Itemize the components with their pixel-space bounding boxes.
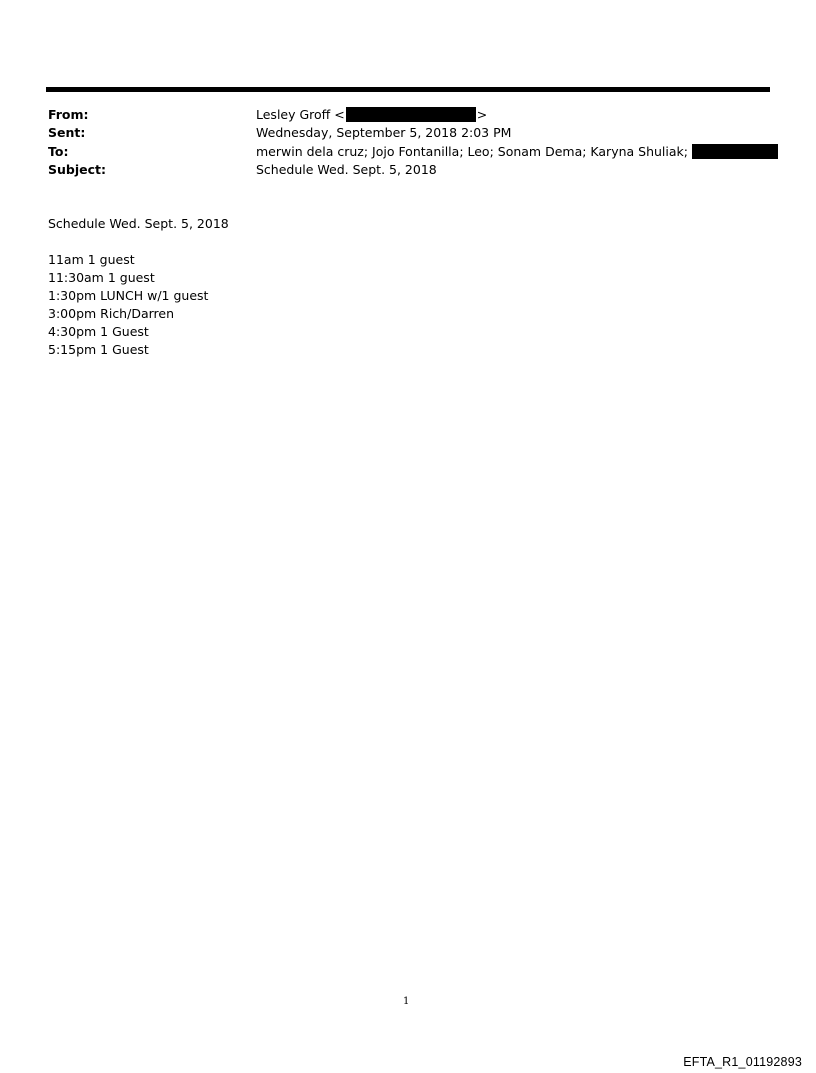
body-title: Schedule Wed. Sept. 5, 2018 xyxy=(48,216,229,231)
to-recipients: merwin dela cruz; Jojo Fontanilla; Leo; Sonam Dema; Karyna Shuliak; xyxy=(256,144,688,159)
header-from-row xyxy=(48,106,768,124)
bates-number: EFTA_R1_01192893 xyxy=(683,1055,802,1069)
sent-label: Sent: xyxy=(48,125,86,140)
to-value xyxy=(256,143,778,161)
header-sent-row xyxy=(48,124,768,142)
to-label: To: xyxy=(48,144,69,159)
from-label: From: xyxy=(48,107,89,122)
schedule-item: 3:00pm Rich/Darren xyxy=(48,306,175,321)
schedule-item: 5:15pm 1 Guest xyxy=(48,342,149,357)
redaction-block xyxy=(346,107,476,122)
page-number: 1 xyxy=(403,996,410,1007)
redaction-block xyxy=(692,144,778,159)
subject-value: Schedule Wed. Sept. 5, 2018 xyxy=(256,162,437,177)
subject-label: Subject: xyxy=(48,162,106,177)
from-close: > xyxy=(476,107,488,122)
schedule-item: 11:30am 1 guest xyxy=(48,270,155,285)
header-divider xyxy=(46,87,770,92)
from-value xyxy=(256,106,487,124)
schedule-item: 11am 1 guest xyxy=(48,252,135,267)
schedule-item: 4:30pm 1 Guest xyxy=(48,324,149,339)
header-to-row xyxy=(48,143,768,161)
sent-value: Wednesday, September 5, 2018 2:03 PM xyxy=(256,125,512,140)
header-subject-row xyxy=(48,161,768,179)
schedule-item: 1:30pm LUNCH w/1 guest xyxy=(48,288,209,303)
from-name: Lesley Groff < xyxy=(256,107,345,122)
